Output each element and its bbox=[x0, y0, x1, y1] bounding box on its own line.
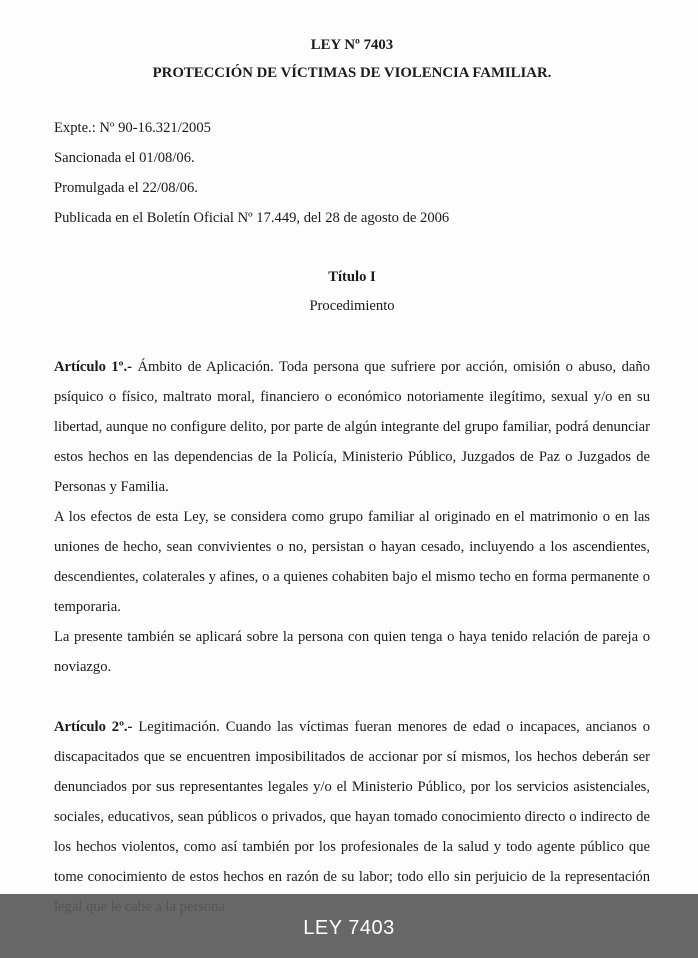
meta-sancionada: Sancionada el 01/08/06. bbox=[54, 150, 195, 166]
law-title: LEY Nº 7403 bbox=[310, 37, 394, 53]
law-subtitle: PROTECCIÓN DE VÍCTIMAS DE VIOLENCIA FAMILIAR. bbox=[152, 65, 552, 81]
article-1-paragraph-3: La presente también se aplicará sobre la persona con quien tenga o haya tenido relación de pareja o noviazgo. bbox=[54, 629, 650, 675]
article-1-paragraph-1 bbox=[54, 352, 650, 502]
caption-overlay-title: LEY 7403 bbox=[303, 917, 395, 939]
meta-expediente: Expte.: Nº 90-16.321/2005 bbox=[54, 120, 211, 136]
paragraph-gap bbox=[54, 682, 650, 712]
article-1-paragraph-2: A los efectos de esta Ley, se considera como grupo familiar al originado en el matrimonio o en las uniones de hecho, sean convivientes o no, persistan o hayan cesado, incluyendo a los ascendientes, descendientes, colaterales y afines, o a quienes cohabiten bajo el mismo techo en forma permanente o temporaria. bbox=[54, 509, 650, 615]
article-2-text: Legitimación. Cuando las víctimas fueran menores de edad o incapaces, ancianos o discapacitados que se encuentren imposibilitados de accionar por sí mismos, los hechos deberán ser denunciados por sus representantes legales y/o el Ministerio Público, por los servicios asistenciales, sociales, educativos, sean públicos o privados, que hayan tomado conocimiento directo o indirecto de los hechos violentos, como así también por los profesionales de la salud y todo agente público que tome conocimiento de estos hechos en razón de su labor; todo ello sin perjuicio de la representación bbox=[54, 719, 650, 885]
section-subtitle: Procedimiento bbox=[309, 298, 395, 314]
meta-promulgada: Promulgada el 22/08/06. bbox=[54, 180, 198, 196]
meta-publicada: Publicada en el Boletín Oficial Nº 17.449, del 28 de agosto de 2006 bbox=[54, 210, 450, 226]
article-1-label: Artículo 1º.- bbox=[54, 359, 132, 375]
article-2-label: Artículo 2º.- bbox=[54, 719, 133, 735]
law-metadata bbox=[54, 113, 650, 233]
article-2-paragraph-1 bbox=[54, 712, 650, 922]
section-title: Título I bbox=[328, 269, 376, 285]
article-1-text: Ámbito de Aplicación. Toda persona que sufriere por acción, omisión o abuso, daño psíquico o físico, maltrato moral, financiero o económico notoriamente ilegítimo, sexual y/o en su libertad, aunque no configure delito, por parte de algún integrante del grupo familiar, podrá denunciar estos hechos en las dependencias de la Policía, Ministerio Público, Juzgados de Paz o Juzgados de Personas y Familia. bbox=[54, 359, 650, 495]
document-body bbox=[54, 31, 650, 922]
